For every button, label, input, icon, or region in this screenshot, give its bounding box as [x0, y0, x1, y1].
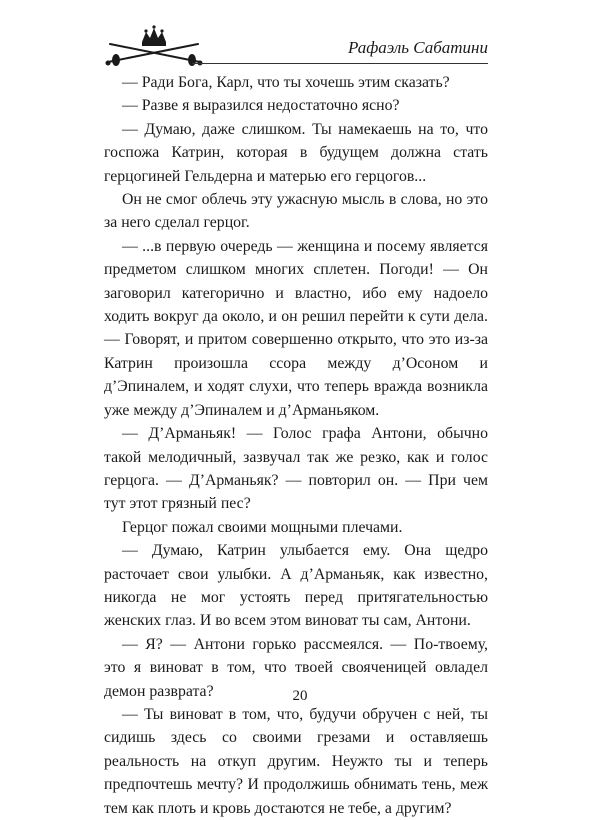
paragraph: — ...в первую очередь — женщина и посему является предметом слишком многих сплетен. Погоди! — Он заговорил категорично и властно, ибо ему надоело ходить вокруг да около, и он решил перейти к сути дела. — Говорят, и притом совершенно открыто, что это из-за Катрин произошла ссора между д’Осоном и д’Эпиналем, и ходят слухи, что теперь вражда возникла уже между д’Эпиналем и д’Арманьяком.	[104, 237, 488, 419]
paragraph: — Думаю, Катрин улыбается ему. Она щедро расточает свои улыбки. А д’Арманьяк, как известно, никогда не мог устоять перед притягательностью женских глаз. И во всем этом виноват ты сам, Антони.	[104, 542, 488, 630]
body-text	[104, 71, 488, 820]
paragraph: — Ты виноват в том, что, будучи обручен с ней, ты сидишь здесь со своими грезами и оставляешь реальность на откуп другим. Неужто ты и теперь предпочтешь мечту? И продолжишь обнимать тень, меж тем как плоть и кровь достаются не тебе, а другим?	[104, 705, 488, 817]
paragraph: — Разве я выразился недостаточно ясно?	[122, 97, 400, 115]
paragraph: — Д’Арманьяк! — Голос графа Антони, обычно такой мелодичный, зазвучал так же резко, как и голос герцога. — Д’Арманьяк? — повторил он. — При чем тут этот грязный пес?	[104, 425, 488, 513]
running-header	[104, 20, 488, 72]
paragraph: — Ради Бога, Карл, что ты хочешь этим сказать?	[122, 74, 450, 91]
header-rule	[192, 63, 488, 64]
running-header-author: Рафаэль Сабатини	[348, 38, 488, 57]
paragraph: — Думаю, даже слишком. Ты намекаешь на то, что госпожа Катрин, которая в будущем должна стать герцогиней Гельдерна и матерью его герцогов...	[104, 120, 488, 185]
paragraph: Герцог пожал своими мощными плечами.	[122, 518, 403, 536]
paragraph: — Я? — Антони горько рассмеялся. — По-твоему, это я виноват в том, что твоей свояченицей овладел демон разврата?	[104, 635, 488, 700]
page-number: 20	[292, 688, 308, 704]
crossed-swords-crown-icon	[104, 20, 204, 72]
paragraph: Он не смог облечь эту ужасную мысль в слова, но это за него сделал герцог.	[104, 191, 488, 232]
